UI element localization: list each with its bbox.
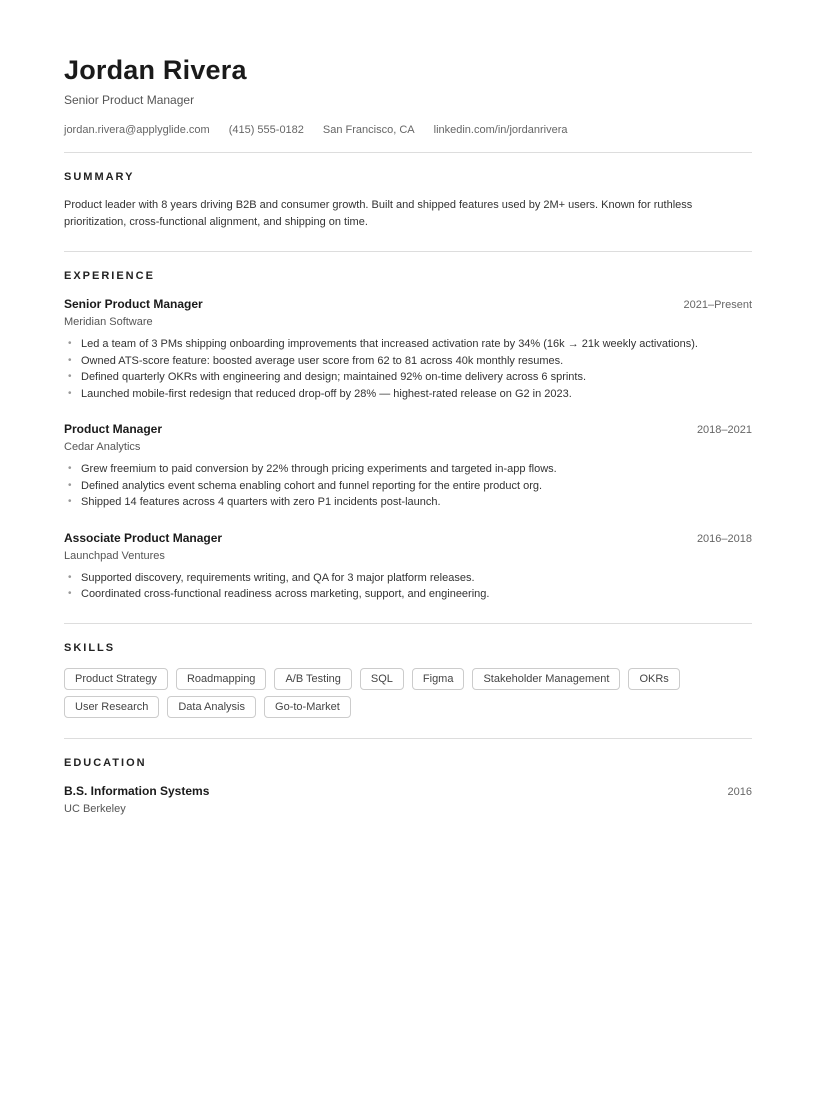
skill-chip: Roadmapping [176,668,267,690]
education-dates: 2016 [727,785,752,798]
job-bullet: • Defined analytics event schema enabling cohort and funnel reporting for the entire product org. [64,478,752,495]
skill-chip: User Research [64,696,159,718]
experience-heading: EXPERIENCE [64,270,155,283]
job-bullet: • Shipped 14 features across 4 quarters with zero P1 incidents post-launch. [64,494,752,511]
job-title: Product Manager [64,422,163,437]
job-bullet: • Defined quarterly OKRs with engineering and design; maintained 92% on-time delivery across 6 sprints. [64,369,752,386]
contact-item: linkedin.com/in/jordanrivera [433,124,568,137]
job-entry [64,531,752,603]
job-bullet: • Supported discovery, requirements writing, and QA for 3 major platform releases. [64,570,752,587]
education-entry [64,784,752,815]
job-company: Meridian Software [64,316,153,329]
skill-chip: Product Strategy [64,668,168,690]
education-section [64,739,752,835]
contact-item: jordan.rivera@applyglide.com [64,124,210,137]
skill-chip: Go-to-Market [264,696,351,718]
summary-section [64,153,752,252]
summary-heading: SUMMARY [64,171,135,184]
job-company: Cedar Analytics [64,441,141,454]
job-dates: 2021–Present [683,299,752,312]
job-bullets [64,570,752,603]
job-header [64,297,752,311]
candidate-title: Senior Product Manager [64,93,195,108]
job-bullet: • Led a team of 3 PMs shipping onboarding improvements that increased activation rate by 34% (16k → 21k weekly activations). [64,336,752,353]
resume-header [64,56,752,153]
skill-chip: Stakeholder Management [472,668,620,690]
job-bullets [64,336,752,402]
contact-item: San Francisco, CA [322,124,415,137]
skill-chip: A/B Testing [274,668,351,690]
candidate-name: Jordan Rivera [64,55,247,85]
job-entry [64,422,752,511]
job-bullet: • Coordinated cross-functional readiness across marketing, support, and engineering. [64,586,752,603]
education-degree: B.S. Information Systems [64,783,210,798]
contact-row [64,124,752,136]
skill-chip: OKRs [628,668,679,690]
education-heading: EDUCATION [64,756,147,769]
skill-chip: Data Analysis [167,696,256,718]
summary-text: Product leader with 8 years driving B2B and consumer growth. Built and shipped features used by 2M+ users. Known for ruthless prioritization, cross-functional alignment, and shipping on time. [64,199,693,229]
job-dates: 2018–2021 [696,424,752,437]
job-header [64,531,752,545]
job-bullet: • Grew freemium to paid conversion by 22% through pricing experiments and targeted in-app flows. [64,461,752,478]
job-company: Launchpad Ventures [64,549,165,562]
job-header [64,422,752,436]
skills-heading: SKILLS [64,641,116,654]
job-bullet: • Launched mobile-first redesign that reduced drop-off by 28% — highest-rated release on G2 in 2023. [64,386,752,403]
skill-chip: SQL [360,668,404,690]
job-title: Senior Product Manager [64,297,203,312]
job-dates: 2016–2018 [696,532,752,545]
education-school: UC Berkeley [64,802,126,815]
skills-section [64,624,752,739]
job-title: Associate Product Manager [64,530,223,545]
job-bullets [64,461,752,511]
skill-chip: Figma [412,668,465,690]
education-header [64,784,752,798]
contact-item: (415) 555-0182 [228,124,304,137]
job-list [64,297,752,603]
job-entry [64,297,752,402]
skill-chip-list [64,668,752,718]
experience-section [64,252,752,624]
job-bullet: • Owned ATS-score feature: boosted average user score from 62 to 81 across 40k monthly resumes. [64,353,752,370]
